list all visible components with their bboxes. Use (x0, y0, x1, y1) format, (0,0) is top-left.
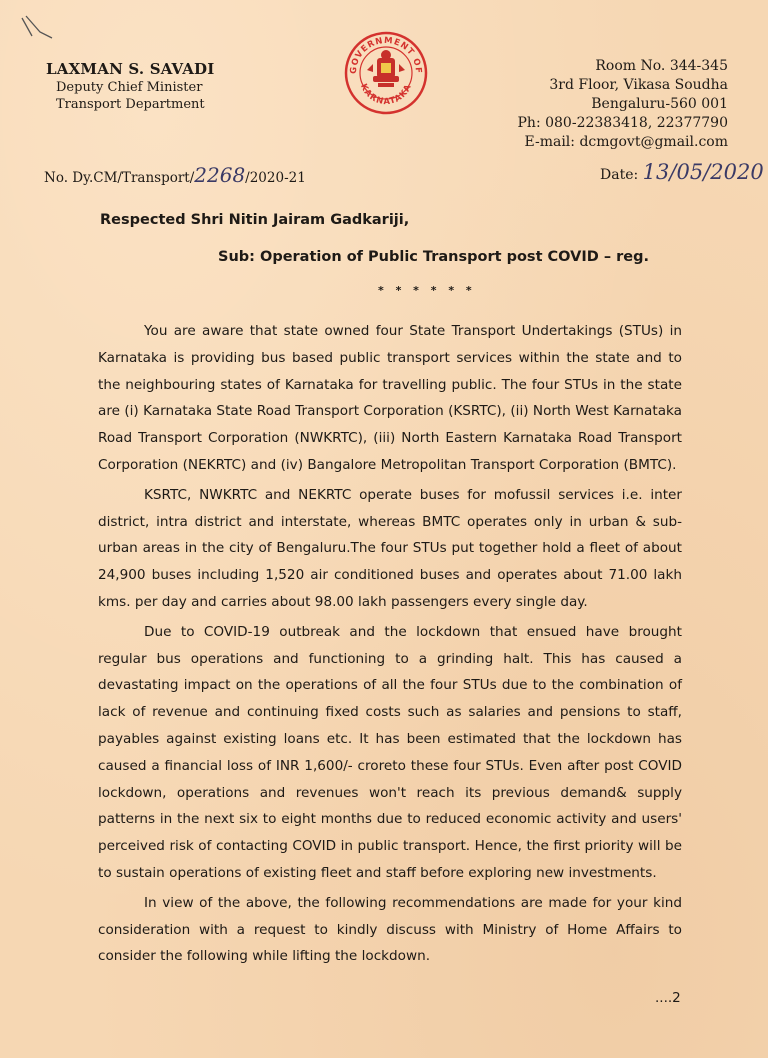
paragraph-1: You are aware that state owned four State Transport Undertakings (STUs) in Karnataka is providing bus based public transport services within the state and to the neighbouring states of Karnataka for travelling public. The four STUs in the state are (i) Karnataka State Road Transport Corporation (KSRTC), (ii) North West Karnataka Road Transport Corporation (NWKRTC), (iii) North Eastern Karnataka Road Transport Corporation (NEKRTC) and (iv) Bangalore Metropolitan Transport Corporation (BMTC). (98, 323, 682, 473)
reference-suffix: /2020-21 (245, 170, 306, 186)
date-label: Date: (600, 167, 639, 183)
seal-text-bottom: KARNATAKA (358, 82, 414, 108)
sender-block (46, 60, 214, 112)
government-seal-icon (343, 30, 429, 116)
handwritten-reference-number: 2268 (194, 163, 246, 187)
sender-department: Transport Department (56, 97, 205, 112)
email-address: E-mail: dcmgovt@gmail.com (524, 134, 728, 150)
reference-number (44, 163, 306, 187)
office-address (518, 57, 728, 152)
paragraph-4: In view of the above, the following recommendations are made for your kind consideration with a request to kindly discuss with Ministry of Home Affairs to consider the following while lifting the lockdown. (98, 894, 682, 965)
handwritten-date: 13/05/2020 (642, 160, 764, 184)
separator-stars: * * * * * * (378, 284, 476, 297)
letter-body (98, 318, 682, 973)
city-pincode: Bengaluru-560 001 (591, 96, 728, 112)
floor-building: 3rd Floor, Vikasa Soudha (549, 77, 728, 93)
page-continuation-marker: ....2 (655, 990, 681, 1006)
seal-text-top: GOVERNMENT OF (348, 35, 424, 75)
salutation: Respected Shri Nitin Jairam Gadkariji, (100, 212, 410, 228)
room-number: Room No. 344-345 (595, 58, 728, 74)
phone-numbers: Ph: 080-22383418, 22377790 (517, 115, 728, 131)
sender-name: LAXMAN S. SAVADI (46, 60, 215, 78)
sender-designation: Deputy Chief Minister (56, 80, 203, 95)
pen-mark-icon (18, 14, 58, 44)
subject-line: Sub: Operation of Public Transport post COVID – reg. (218, 249, 649, 265)
paragraph-3: Due to COVID-19 outbreak and the lockdown that ensued have brought regular bus operations and functioning to a grinding halt. This has caused a devastating impact on the operations of all the four STUs due to the combination of lack of revenue and continuing fixed costs such as salaries and pensions to staff, payables against existing loans etc. It has been estimated that the lockdown has caused a financial loss of INR 1,600/- croreto these four STUs. Even after post COVID lockdown, operations and revenues won't reach its previous demand& supply patterns in the next six to eight months due to reduced economic activity and users' perceived risk of contacting COVID in public transport. Hence, the first priority will be to sustain operations of existing fleet and staff before exploring new investments. (98, 623, 682, 881)
paragraph-2: KSRTC, NWKRTC and NEKRTC operate buses for mofussil services i.e. inter district, intra district and interstate, whereas BMTC operates only in urban & sub-urban areas in the city of Bengaluru.The four STUs put together hold a fleet of about 24,900 buses including 1,520 air conditioned buses and operates about 71.00 lakh kms. per day and carries about 98.00 lakh passengers every single day. (98, 486, 682, 610)
letter-date (600, 160, 764, 184)
reference-prefix: No. Dy.CM/Transport/ (44, 170, 195, 186)
